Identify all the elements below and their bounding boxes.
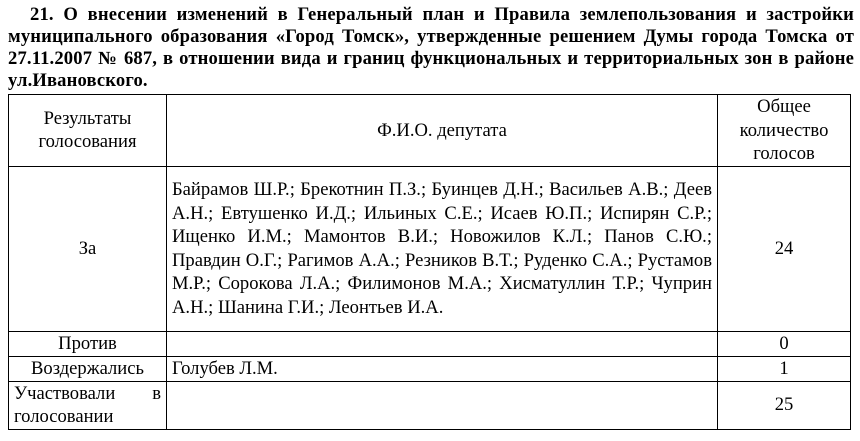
header-deputies: Ф.И.О. депутата — [167, 95, 718, 167]
vote-count: 24 — [718, 166, 851, 331]
table-row — [9, 331, 851, 356]
table-header-row — [9, 95, 851, 167]
deputy-names — [167, 331, 718, 356]
deputy-names — [167, 381, 718, 429]
result-label: Участвовали в голосовании — [9, 381, 167, 429]
deputy-names: Голубев Л.М. — [167, 356, 718, 381]
voting-results-table — [8, 94, 851, 430]
table-row — [9, 356, 851, 381]
deputy-names: Байрамов Ш.Р.; Брекотнин П.З.; Буинцев Д.Н.; Васильев А.В.; Деев А.Н.; Евтушенко И.Д.; Ильиных С.Е.; Исаев Ю.П.; Испирян С.Р.; Ищенко И.М.; Мамонтов В.И.; Новожилов К.Л.; Панов С.Ю.; Правдин О.Г.; Рагимов А.А.; Резников В.Т.; Руденко С.А.; Рустамов М.Р.; Сорокова Л.А.; Филимонов М.А.; Хисматуллин Т.Р.; Чуприн А.Н.; Шанина Г.И.; Леонтьев И.А. — [167, 166, 718, 331]
table-row — [9, 166, 851, 331]
header-total: Общее количество голосов — [718, 95, 851, 167]
table-row — [9, 381, 851, 429]
vote-count: 25 — [718, 381, 851, 429]
header-results: Результаты голосования — [9, 95, 167, 167]
result-label: Воздержались — [9, 356, 167, 381]
item-title: О внесении изменений в Генеральный план и Правила землепользования и застройки муниципального образования «Город Томск», утвержденные решением Думы города Томска от 27.11.2007 № 687, в отношении вида и границ функциональных и территориальных зон в районе ул.Ивановского. — [8, 4, 854, 91]
result-label: Против — [9, 331, 167, 356]
vote-count: 1 — [718, 356, 851, 381]
vote-count: 0 — [718, 331, 851, 356]
item-heading — [8, 4, 854, 92]
result-label: За — [9, 166, 167, 331]
item-number: 21. — [30, 4, 54, 25]
